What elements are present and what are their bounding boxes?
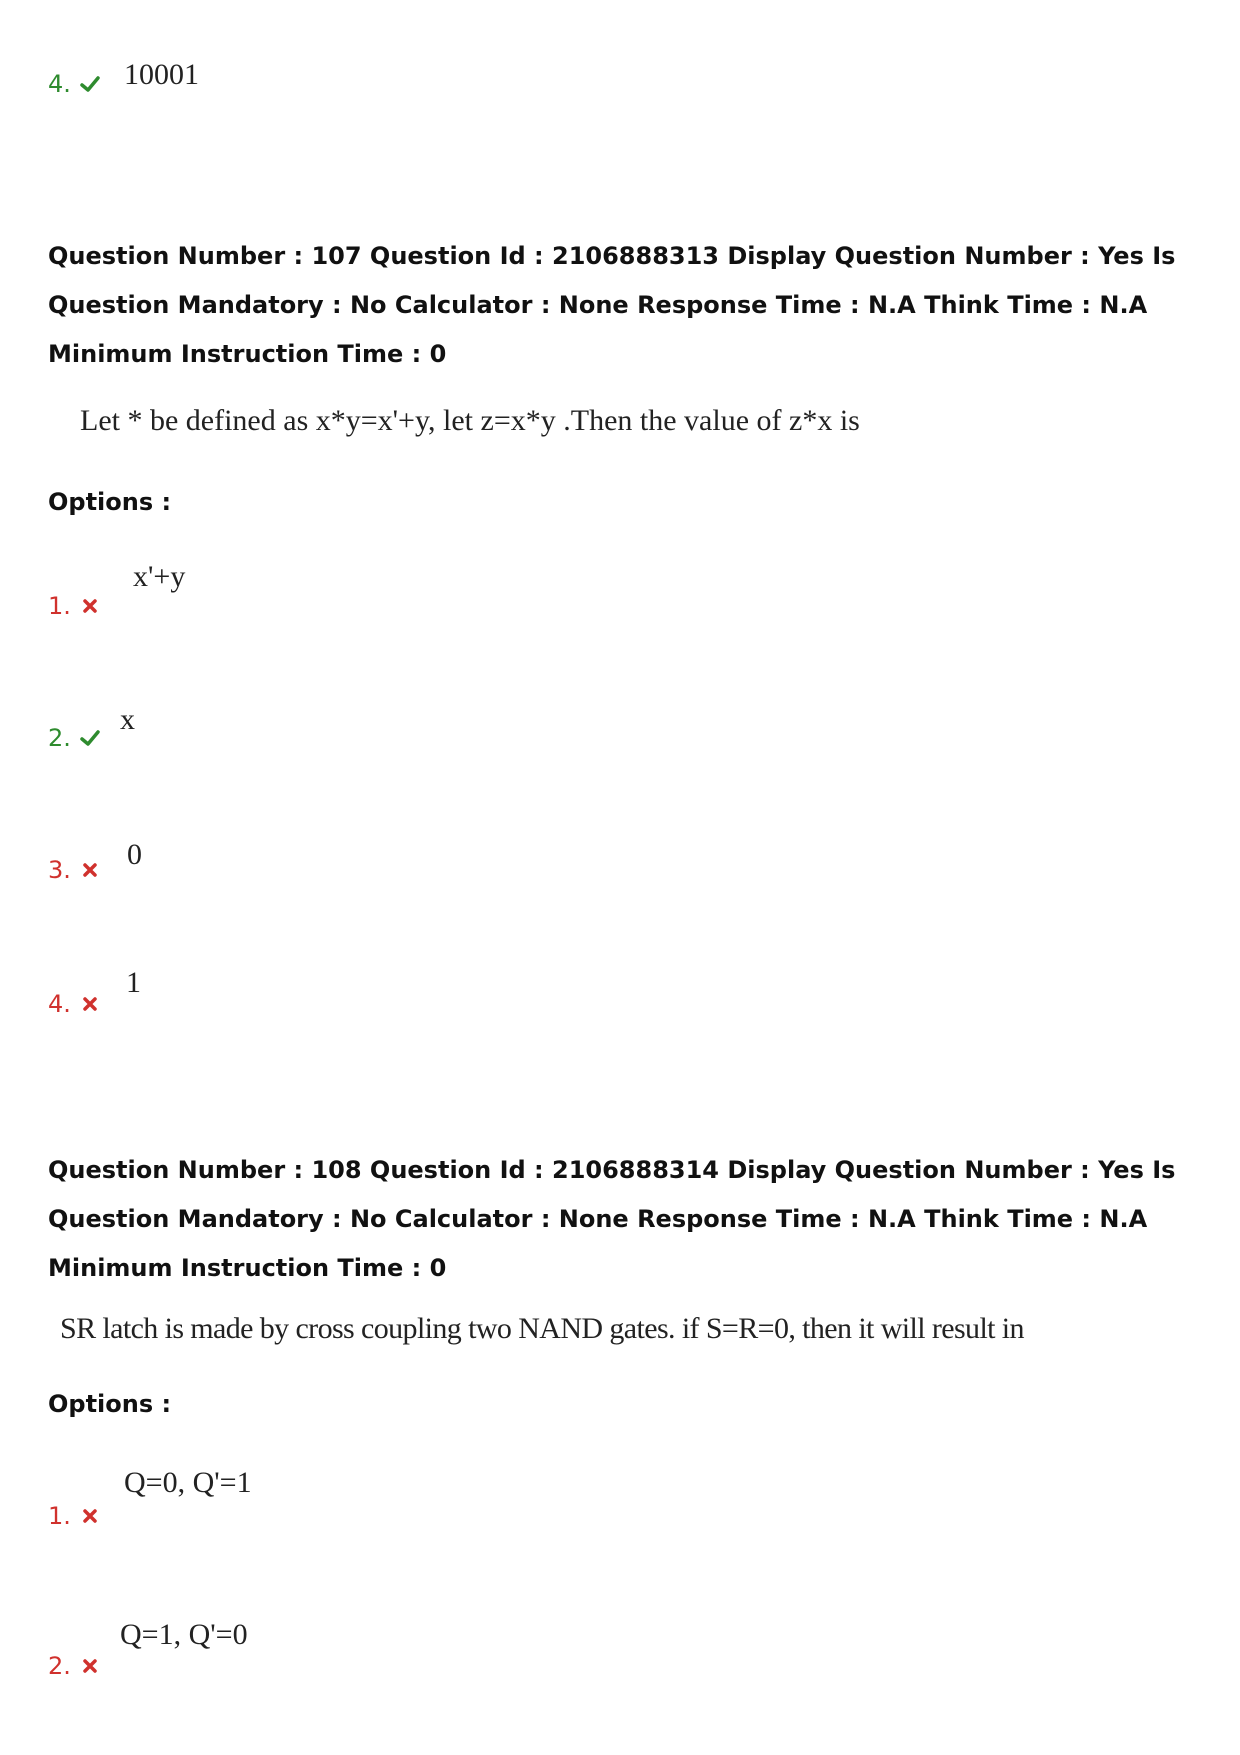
question-text: Let * be defined as x*y=x'+y, let z=x*y .Then the value of z*x is [80,404,860,437]
option-number: 2. [48,1652,101,1680]
option-text: x'+y [133,560,186,593]
option-number: 3. [48,856,101,884]
option-text: 1 [126,966,141,999]
question-text: SR latch is made by cross coupling two NAND gates. if S=R=0, then it will result in [60,1312,1024,1345]
question-meta: Question Number : 107 Question Id : 2106888313 Display Question Number : Yes Is Question Mandatory : No Calculator : None Response Time : N.A Think Time : N.A Minimum Instruction Time : 0 [48,242,1176,368]
option-text: 10001 [124,58,199,91]
option-text: Q=1, Q'=0 [120,1618,248,1651]
option-number: 1. [48,1502,101,1530]
option-text: x [120,703,135,736]
option-number: 4. [48,990,101,1018]
cross-icon [79,859,101,881]
check-icon [79,727,101,749]
cross-icon [79,1655,101,1677]
cross-icon [79,993,101,1015]
option-text: Q=0, Q'=1 [124,1466,252,1499]
check-icon [79,73,101,95]
option-text: 0 [127,838,142,871]
options-label: Options : [48,1390,172,1418]
options-label: Options : [48,488,172,516]
option-number: 2. [48,724,101,752]
cross-icon [79,1505,101,1527]
option-number: 1. [48,592,101,620]
question-meta: Question Number : 108 Question Id : 2106888314 Display Question Number : Yes Is Question Mandatory : No Calculator : None Response Time : N.A Think Time : N.A Minimum Instruction Time : 0 [48,1156,1176,1282]
option-number: 4. [48,70,101,98]
cross-icon [79,595,101,617]
